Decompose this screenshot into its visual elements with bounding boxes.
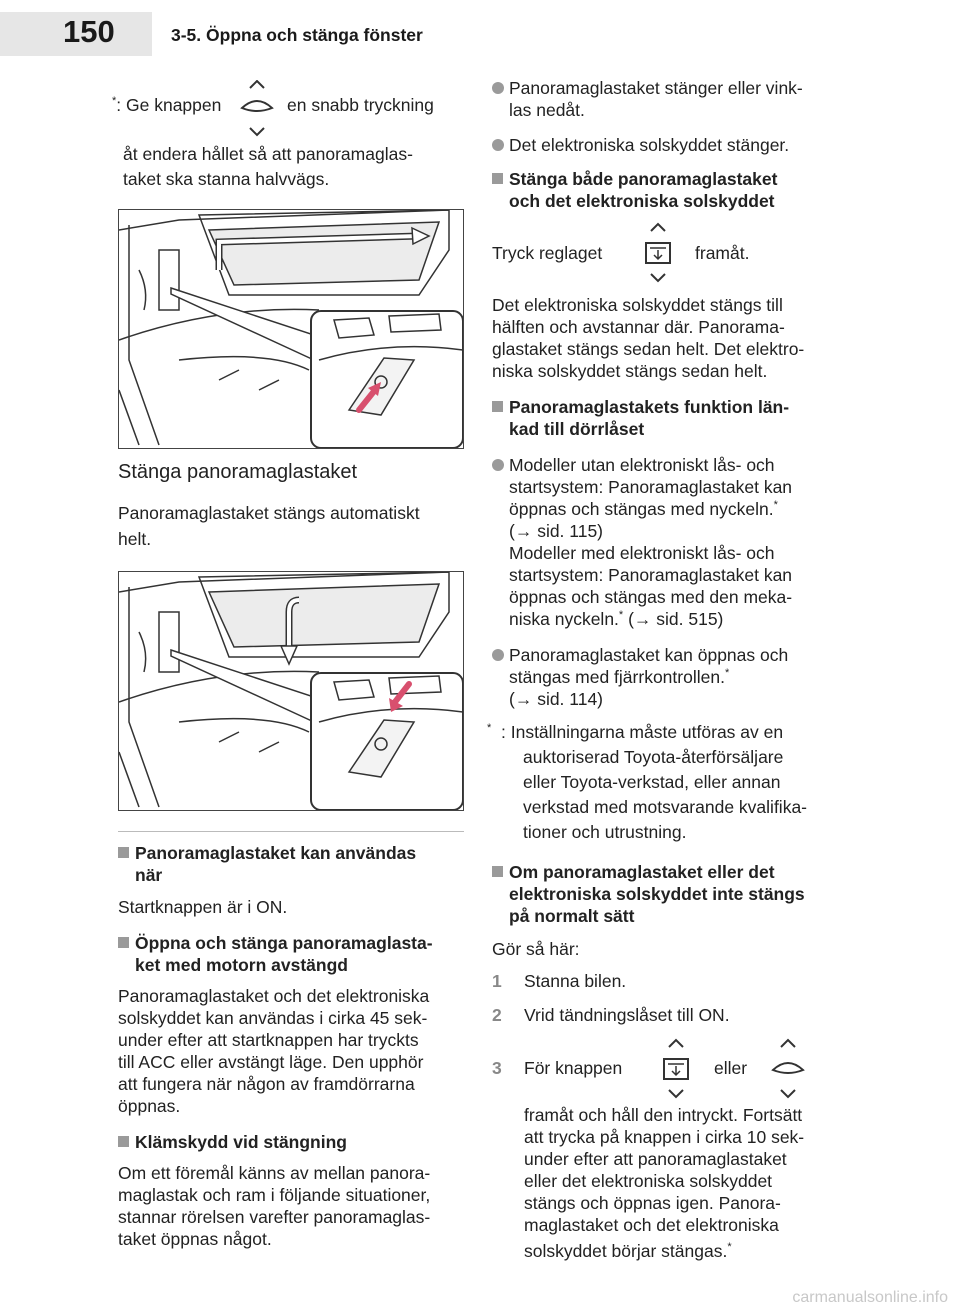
- push-instruction: Tryck reglaget framåt.: [492, 222, 862, 284]
- note-2: * : Inställningarna måste utföras av en auktoriserad Toyota-återförsäljare eller Toyota-verkstad, eller annan verkstad med motsvarande kvalifika- tioner och utrustning.: [487, 722, 807, 842]
- tilt-roof-switch-icon: [239, 80, 275, 138]
- heading-close-both: Stänga både panoramaglastaket och det elektroniska solskyddet: [492, 168, 862, 212]
- bullet-remote-operation: Panoramaglastaket kan öppnas och stängas med fjärrkontrollen.* (→ sid. 114): [492, 644, 862, 710]
- heading-engine-off: Öppna och stänga panoramaglasta- ket med motorn avstängd: [118, 932, 464, 976]
- page-number-box: [0, 12, 152, 56]
- left-column: *: Ge knappen en snabb tryckning åt endera hållet så att panoramaglas- taket ska stanna halvvägs. Stänga panoramaglastaket Panoramaglastaket stängs automatiskt helt. Panoramaglastaket kan användas när Startknappen är i ON. Öppna och stänga panoramaglasta- ket med motorn avstängd Panoramaglastaket och det elektroniska solskyddet kan användas i cirka 45 sek- under efter att startknappen har tryckts till ACC eller avstängt läge. Den upphör att fungera när någon av framdörrarna öppnas. Klämskydd vid stängning Om ett föremål känns av mellan panora- maglastak och ram i följande situationer, stannar rörelsen varefter panoramaglas- taket öppnas något.: [118, 82, 464, 1250]
- heading-door-lock: Panoramaglastakets funktion län- kad till dörrlåset: [492, 396, 862, 440]
- note-1: *: Ge knappen en snabb tryckning: [118, 82, 464, 126]
- page-number: 150: [63, 14, 115, 49]
- tilt-roof-switch-icon: [770, 1038, 806, 1100]
- step-3-row: 3 För knappen eller: [492, 1038, 862, 1100]
- page-header: [0, 0, 960, 70]
- divider: [118, 831, 464, 832]
- heading-close-roof: Stänga panoramaglastaket: [118, 461, 358, 483]
- step-1: 1 Stanna bilen.: [492, 971, 627, 991]
- section-title: 3-5. Öppna och stänga fönster: [171, 25, 423, 45]
- right-column: Panoramaglastaket stänger eller vink- las nedåt. Det elektroniska solskyddet stänger. Stänga både panoramaglastaket och det elektroniska solskyddet Tryck reglaget framåt. Det elektroniska solskyddet stängs till hälften och avstannar där. Panorama- glastaket stängs sedan helt. Det elektro- niska solskyddet stängs sedan helt. Panoramaglastakets funktion län- kad till dörrlåset Modeller utan elektroniskt lås- och startsystem: Panoramaglastaket kan öppnas och stängas med nyckeln.* (→ sid. 115) Modeller med elektroniskt lås- och startsystem: Panoramaglastaket kan öppnas och stängas med den meka- niska nyckeln.* (→ sid. 515) Panoramaglastaket kan öppnas och stängas med fjärrkontrollen.* (→ sid. 114) * : Inställningarna måste utföras av en auktoriserad Toyota-återförsäljare eller Toyota-verkstad, eller annan verkstad med motsvarande kvalifika- tioner och utrustning. Om panoramaglastaket eller det elektroniska solskyddet inte stängs på normalt sätt Gör så här: 1 Stanna bilen. 2 Vrid tändningslåset till ON. 3 För knappen eller framåt och håll den intryckt. Fortsätt att trycka på knappen i cirka 10 sek- under efter att panoramaglastaket eller det elektroniska solskyddet stängs och öppnas igen. Panora- maglastaket och det elektroniska solskyddet börjar stängas.*: [492, 77, 862, 1266]
- bullet-sunshade-closes: Det elektroniska solskyddet stänger.: [492, 134, 862, 156]
- bullet-key-operation: Modeller utan elektroniskt lås- och startsystem: Panoramaglastaket kan öppnas och stängas med nyckeln.* (→ sid. 115) Modeller med elektroniskt lås- och startsystem: Panoramaglastaket kan öppnas och stängas med den meka- niska nyckeln.* (→ sid. 515): [492, 454, 862, 630]
- figure-open-roof: [118, 209, 464, 449]
- step-2: 2 Vrid tändningslåset till ON.: [492, 1005, 730, 1025]
- roof-illustration-open: [119, 210, 463, 448]
- figure-close-roof: [118, 571, 464, 811]
- sunshade-switch-icon: [658, 1038, 694, 1100]
- footer-watermark: carmanualsonline.info: [792, 1289, 948, 1306]
- heading-usage: Panoramaglastaket kan användas när: [118, 842, 464, 886]
- step-3-text: framåt och håll den intryckt. Fortsätt att trycka på knappen i cirka 10 sek- under efter att panoramaglastaket eller det elektroniska solskyddet stängs och öppnas igen. Panora- maglastaket och det elektroniska solskyddet börjar stängas.*: [524, 1105, 805, 1261]
- sunshade-switch-icon: [640, 222, 676, 284]
- roof-illustration-closed: [119, 572, 463, 810]
- heading-abnormal-close: Om panoramaglastaket eller det elektroniska solskyddet inte stängs på normalt sätt: [492, 861, 862, 927]
- heading-jam-protection: Klämskydd vid stängning: [118, 1131, 464, 1153]
- bullet-roof-closes: Panoramaglastaket stänger eller vink- las nedåt.: [492, 77, 862, 121]
